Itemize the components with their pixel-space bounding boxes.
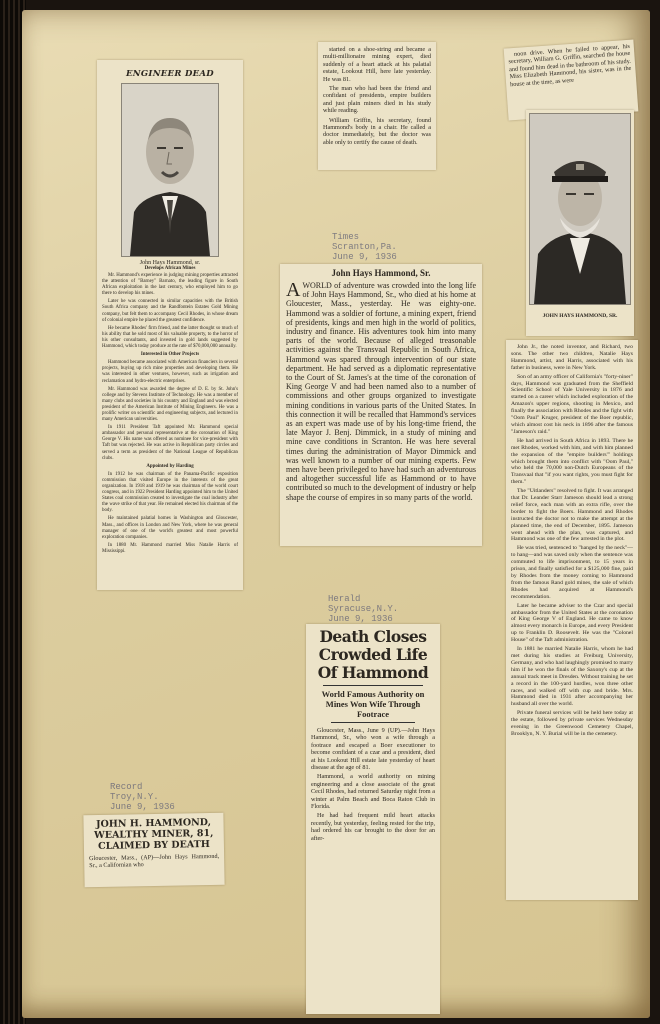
editorial-title: John Hays Hammond, Sr.	[331, 268, 431, 278]
clipping-heading: ENGINEER DEAD	[126, 69, 214, 79]
headline-line: Crowded Life	[318, 645, 428, 664]
clipping-right-body	[506, 340, 638, 900]
body-paragraph: noon drive. When he failed to appear, his secretary, William G. Griffin, searched the house and found him dead in the bathroom of his study. Miss Elizabeth Hammond, his sister, was in the house at the time, as were	[508, 42, 632, 88]
body-paragraph: Later he was connected in similar capacities with the British South Africa company and the Randfontein Estates Gold Mining company, but felt them to accompany Cecil Rhodes, in whose dream of colonial empire he placed the greatest confidence.	[102, 299, 238, 323]
portrait-illustration	[530, 114, 630, 304]
headline-line: CLAIMED BY DEATH	[97, 839, 210, 852]
body-paragraph: Later he became adviser to the Czar and special ambassador from the United States at the coronation of King George V of England. He came to know almost every monarch in Europe, and every President up to Franklin D. Roosevelt. He was the "Colonel House" of the Taft administration.	[511, 602, 633, 644]
record-body: Gloucester, Mass., (AP)—John Hays Hammond, Sr., a Californian who	[89, 852, 220, 870]
body-paragraph: started on a shoe-string and became a multi-millionaire mining expert, died suddenly of a heart attack at his palatial estate, Lookout Hill, here late yesterday. He was 81.	[323, 46, 431, 83]
body-paragraph: He maintained palatial homes in Washington and Gloucester, Mass., and offices in London and New York, where he was general manager of one of the world's greatest and most powerful exploration companies.	[102, 516, 238, 540]
clipping-engineer-dead	[97, 60, 243, 590]
herald-headline	[311, 628, 435, 682]
body-paragraph: Hammond, a world authority on mining engineering and a close associate of the great Cecil Rhodes, had returned Saturday night from a winter at Palm Beach and Boca Raton Club in Florida.	[311, 773, 435, 811]
body-paragraph: Mr. Hammond's experience in judging mining properties attracted the attention of "Barney" Barnato, the leading figure in South African exploitation in the last century, who employed him to go there to develop his mines.	[102, 273, 238, 297]
portrait-subcaption: Develops African Mines	[144, 266, 196, 271]
body-paragraph: He became Rhodes' firm friend, and the latter thought so much of his ability that he sold most of his valuable property, to the horror of his other consultants, and invested in gold lands suggested by Hammond, which today produce at the rate of $70,000,000 annually.	[102, 325, 238, 350]
portrait-illustration	[122, 84, 218, 256]
clipping-continuation-top	[318, 42, 436, 170]
scrapbook-page	[22, 10, 650, 1018]
herald-body	[311, 727, 435, 842]
source-stamp-record: Record Troy,N.Y. June 9, 1936	[110, 782, 175, 812]
body-paragraph: Son of an army officer of California's "forty-niner" days, Hammond was graduated from the Sheffield Scientific School of Yale University in 1876 and started on a career which included exploration of the Amazon's upper regions, shooting in Mexico, and finally the association with Rhodes and the fight with "Oom Paul" Kruger, president of the Boer republic, which almost cost his neck in 1896 after the famous "Jameson's raid."	[511, 373, 633, 435]
body-paragraph: He had had frequent mild heart attacks recently, but yesterday, feeling rested for the trip, had ordered his car brought to the door for an after-	[311, 812, 435, 842]
headline-line: Death Closes	[319, 627, 427, 646]
body-paragraph: Gloucester, Mass., June 9 (UP).—John Hays Hammond, Sr., who won a wife through a footrace and escaped a Boer executioner to become confidant of a czar and a president, died at his Lookout Hill estate late yesterday of heart disease at the age of 81.	[311, 727, 435, 772]
body-paragraph: In 1912 he was chairman of the Panama-Pacific exposition commission that visited Europe in the interests of the great organization. In 1918 and 1919 he was chairman of the world court congress, and in 1922 President Harding appointed him to the United States coal commission created to investigate the coal industry after the wave strike of that year. He remained elected his chairman of the body.	[102, 471, 238, 514]
body-paragraph: In 1911 President Taft appointed Mr. Hammond special ambassador and personal representative at the coronation of King George V. His name was offered as nominee for vice-president with Taft but was rejected. He was active in Republican party circles and served a term as president of the National League of Republican clubs.	[102, 425, 238, 461]
herald-deck: World Famous Authority on Mines Won Wife Through Footrace	[321, 689, 425, 719]
headline-line: Of Hammond	[317, 663, 429, 682]
clipping-times-editorial	[280, 264, 482, 546]
body-paragraph: In 1880 Mr. Hammond married Miss Natalie Harris of Mississippi.	[102, 542, 238, 554]
portrait-caption: John Hays Hammond, sr.	[139, 260, 201, 266]
body-paragraph: In 1881 he married Natalie Harris, whom he had met during his studies at Freiburg University, Germany, and who had laughingly promised to marry him if he won the finals of the Saxony's cup at the annual track meet in Dresden. Without training he set a record in the 100-yard hurdles, won three other races, and walked off with cup and bride. Mrs. Hammond died in 1931 after accompanying her husband all over the world.	[511, 646, 633, 708]
editorial-body	[286, 281, 476, 502]
body-paragraph: The man who had been the friend and confidant of presidents, empire builders and just plain miners died in his study while reading.	[323, 85, 431, 115]
editorial-text: WORLD of adventure was crowded into the long life of John Hays Hammond, Sr., who died at his home at Gloucester, Mass., yesterday. He was eighty-one. Hammond was a soldier of fortune, a mining expert, friend of presidents, kings and men high in the world of politics, industry and finance. His adventures took him into many parts of the world. Because of alleged treasonable activities against the Transvaal Republic in South Africa, Hammond was spared through intervention of our state department. He had served as a diplomatic representative to the Court of St. James's at the time of the coronation of King George V and had been named also to a number of commissions and other groups organized to investigate mining conditions in various parts of the United States. In this connection it will be recalled that Hammond's services as an expert was made use of by his long-time friend, the late Mayor J. Benj. Dimmick, in a study of mining and mine cave conditions in Scranton. He was here several times during the administration of Mayor Dimmick and was well known to a number of our mining experts. Few men have been privileged to have had such an adventurous and altogether successful life as Hammond or to have contributed so much to the development of industry or help shape the course of empires in so many parts of the world.	[286, 281, 476, 502]
body-subheading: Interested in Other Projects	[140, 352, 200, 358]
headline-line: JOHN H. HAMMOND,	[96, 817, 212, 831]
headline-line: WEALTHY MINER, 81,	[94, 827, 214, 842]
portrait-photo	[121, 83, 219, 257]
body-paragraph: The "Uitlanders" resolved to fight. It was arranged that Dr. Leander Starr Jameson should lead a strong relief force, each man with an extra rifle, over the border to fight the Boers. Hammond and Rhodes instructed the doctor not to make the attempt at the planned time, the end of December, 1895. Jameson went ahead with the plan, was captured, and Hammond was one of the few arrested in the plot.	[511, 488, 633, 543]
record-headline	[88, 817, 219, 852]
body-paragraph: He had arrived in South Africa in 1893. There he met Rhodes, worked with him, and with him planned the expansion of the "empire builders'" holdings which brought them into conflict with "Oom Paul," who held the 70,000 non-Dutch Europeans of the Transvaal that "if you want rights, you must fight for them."	[511, 437, 633, 486]
source-stamp-times: Times Scranton,Pa. June 9, 1936	[332, 232, 397, 262]
portrait-photo	[529, 113, 631, 305]
clipping-record	[83, 813, 224, 887]
portrait-caption: JOHN HAYS HAMMOND, SR.	[542, 313, 618, 319]
clipping-right-top	[504, 40, 639, 121]
source-stamp-herald: Herald Syracuse,N.Y. June 9, 1936	[328, 594, 399, 624]
body-subheading: Appointed by Harding	[146, 463, 194, 469]
body-paragraph: Private funeral services will be held here today at the estate, followed by private services Wednesday evening in the Greenwood Cemetery Chapel, Brooklyn, N. Y. Burial will be in the cemetery.	[511, 710, 633, 737]
clipping-body-text	[102, 273, 238, 555]
drop-cap: A	[286, 279, 301, 301]
body-paragraph: William Griffin, his secretary, found Hammond's body in a chair. He called a doctor immediately, but the doctor was able only to certify the cause of death.	[323, 116, 431, 146]
body-paragraph: Mr. Hammond was awarded the degree of D. E. by St. John's college and by Stevens Institute of Technology. He was a member of many clubs and societies in his country and England and was elected president of the American Institute of Mining Engineers. He was a prolific writer on scientific and engineering subjects, and lectured in many American universities.	[102, 386, 238, 423]
body-paragraph: Hammond became associated with American financiers in several projects, buying up rich mine properties and developing them. He was interested in other ventures, however, such as irrigation and reclamation and hydro-electric enterprises.	[102, 360, 238, 384]
clipping-right-portrait	[526, 110, 634, 336]
clipping-herald	[306, 624, 440, 1014]
body-paragraph: He was tried, sentenced to "hanged by the neck"—to hang—and was saved only when the sentence was commuted to life imprisonment, to 15 years in prison, and finally satisfied for a $125,000 fine, paid by Rhodes from the money coming to Hammond from the famous Rand gold mines, the sale of which Rhodes had acquired at Hammond's recommendation.	[511, 545, 633, 600]
body-paragraph: John Jr., the noted inventor, and Richard, two sons. The other two children, Natalie Hays Hammond, artist, and Harris, associated with his father in business, were in New York.	[511, 344, 633, 371]
